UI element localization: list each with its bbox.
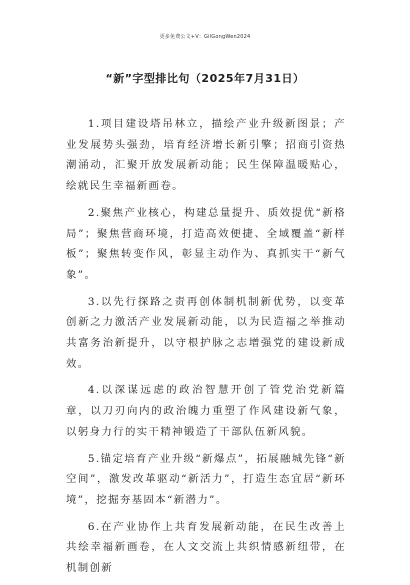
paragraph-1: 1.项目建设塔吊林立，描绘产业升级新图景；产业发展势头强劲，培育经济增长新引擎；招商引资热潮涌动，汇聚开放发展新动能；民生保障温暖贴心，绘就民生幸福新画卷。 xyxy=(66,118,346,193)
document-body xyxy=(66,114,346,585)
document-title: “新”字型排比句（2025年7月31日） xyxy=(105,72,305,85)
paragraph-2: 2.聚焦产业核心，构建总量提升、质效提优“新格局”；聚焦营商环境，打造高效便捷、全域覆盖“新样板”；聚焦转变作风，彰显主动作为、真抓实干“新气象”。 xyxy=(66,206,346,281)
paragraph-4: 4.以深谋远虑的政治智慧开创了管党治党新篇章，以刀刃向内的政治魄力重塑了作风建设新气象，以躬身力行的实干精神锻造了干部队伍新风貌。 xyxy=(66,384,346,438)
paragraph-6: 6.在产业协作上共育发展新动能，在民生改善上共绘幸福新画卷，在人文交流上共织情感新纽带，在机制创新 xyxy=(66,520,346,575)
header-note: 更多免费公文+V：GilGongWen2024 xyxy=(159,34,251,40)
paragraph-5: 5.锚定培育产业升级“新爆点”，拓展融城先锋“新空间”，激发改革驱动“新活力”，打造生态宜居“新环境”，挖掘夯基固本“新潜力”。 xyxy=(66,452,346,506)
paragraph-3: 3.以先行探路之责再创体制机制新优势，以变革创新之力激活产业发展新动能，以为民造福之举推动共富务治新提升，以守根护脉之志增强党的建设新成效。 xyxy=(66,295,346,370)
